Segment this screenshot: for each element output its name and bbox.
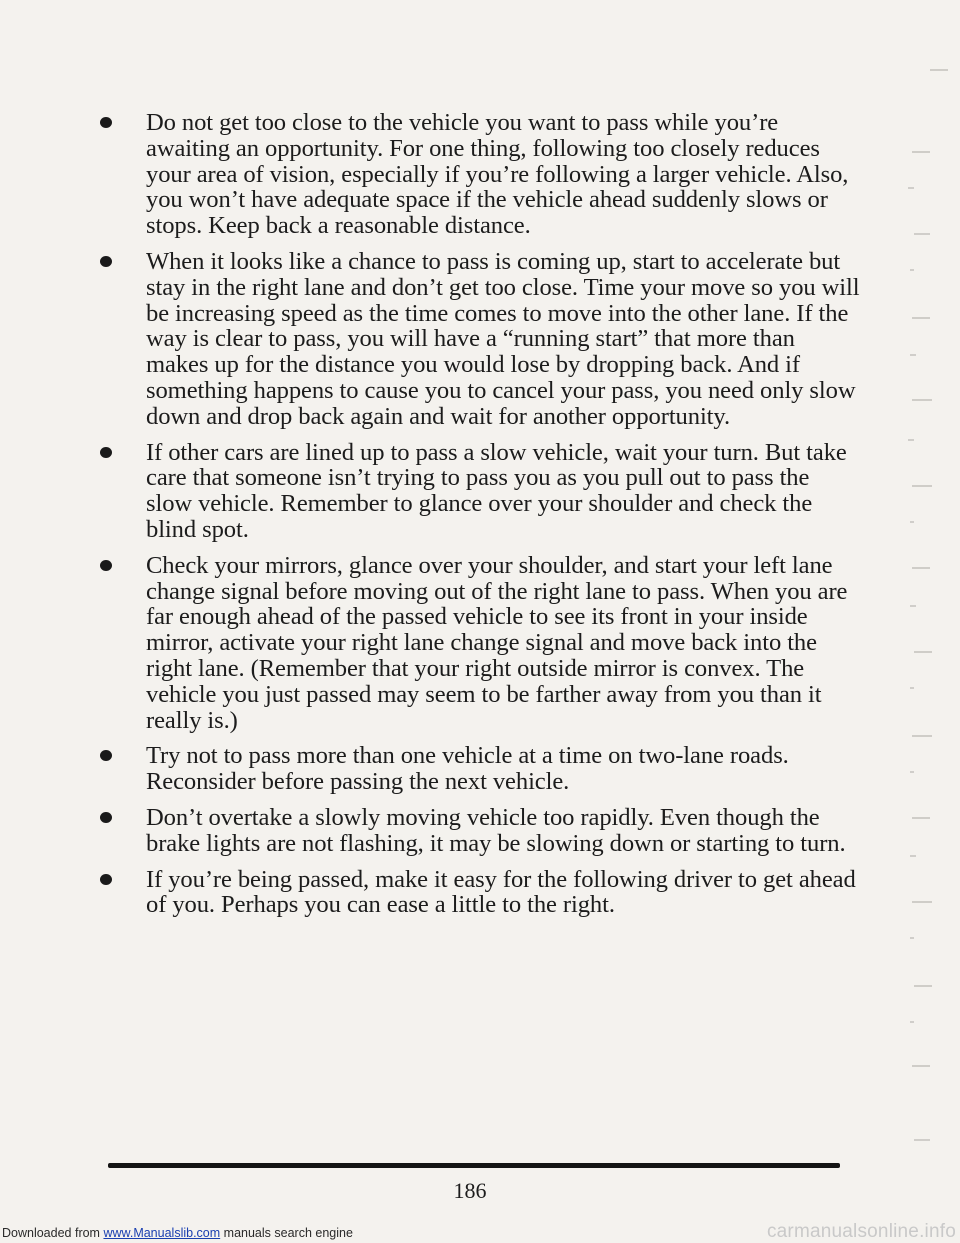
bullet-item <box>100 805 860 857</box>
page-number: 186 <box>453 1178 487 1203</box>
bullet-text: If you’re being passed, make it easy for the following driver to get ahead of you. Perhaps you can ease a little to the right. <box>146 865 856 919</box>
bullet-point-icon <box>100 812 112 823</box>
bullet-point-icon <box>100 560 112 571</box>
bullet-item <box>100 440 860 543</box>
bullet-item <box>100 553 860 734</box>
bullet-list <box>100 110 860 928</box>
bullet-point-icon <box>100 117 112 128</box>
manualslib-link[interactable]: www.Manualslib.com <box>103 1226 221 1240</box>
margin-edge-marks <box>900 0 960 1200</box>
download-footer <box>2 1226 353 1240</box>
bullet-text: Check your mirrors, glance over your shoulder, and start your left lane change signal before moving out of the right lane to pass. When you are far enough ahead of the passed vehicle to see its front in your inside mirror, activate your right lane change signal and move back into the right lane. (Remember that your right outside mirror is convex. The vehicle you just passed may seem to be farther away from you than it really is.) <box>146 551 848 734</box>
bullet-item <box>100 743 860 795</box>
bullet-text: Try not to pass more than one vehicle at a time on two-lane roads. Reconsider before passing the next vehicle. <box>146 742 789 796</box>
footer-suffix: manuals search engine <box>223 1226 353 1240</box>
bullet-point-icon <box>100 256 112 267</box>
bullet-text: If other cars are lined up to pass a slow vehicle, wait your turn. But take care that someone isn’t trying to pass you as you pull out to pass the slow vehicle. Remember to glance over your shoulder and check the blind spot. <box>146 438 847 543</box>
bullet-point-icon <box>100 750 112 761</box>
bullet-point-icon <box>100 874 112 885</box>
watermark-text: carmanualsonline.info <box>766 1221 956 1242</box>
bullet-item <box>100 249 860 430</box>
bullet-text: Do not get too close to the vehicle you want to pass while you’re awaiting an opportunity. For one thing, following too closely reduces your area of vision, especially if you’re following a larger vehicle. Also, you won’t have adequate space if the vehicle ahead suddenly slows or stops. Keep back a reasonable distance. <box>146 109 849 240</box>
bullet-item <box>100 110 860 239</box>
bullet-text: Don’t overtake a slowly moving vehicle too rapidly. Even though the brake lights are not flashing, it may be slowing down or starting to turn. <box>146 803 846 857</box>
bullet-point-icon <box>100 447 112 458</box>
footer-rule <box>108 1163 840 1168</box>
bullet-text: When it looks like a chance to pass is coming up, start to accelerate but stay in the right lane and don’t get too close. Time your move so you will be increasing speed as the time comes to move into the other lane. If the way is clear to pass, you will have a “running start” that more than makes up for the distance you would lose by dropping back. And if something happens to cause you to cancel your pass, you need only slow down and drop back again and wait for another opportunity. <box>146 247 860 430</box>
bullet-item <box>100 867 860 919</box>
footer-prefix: Downloaded from <box>2 1226 100 1240</box>
